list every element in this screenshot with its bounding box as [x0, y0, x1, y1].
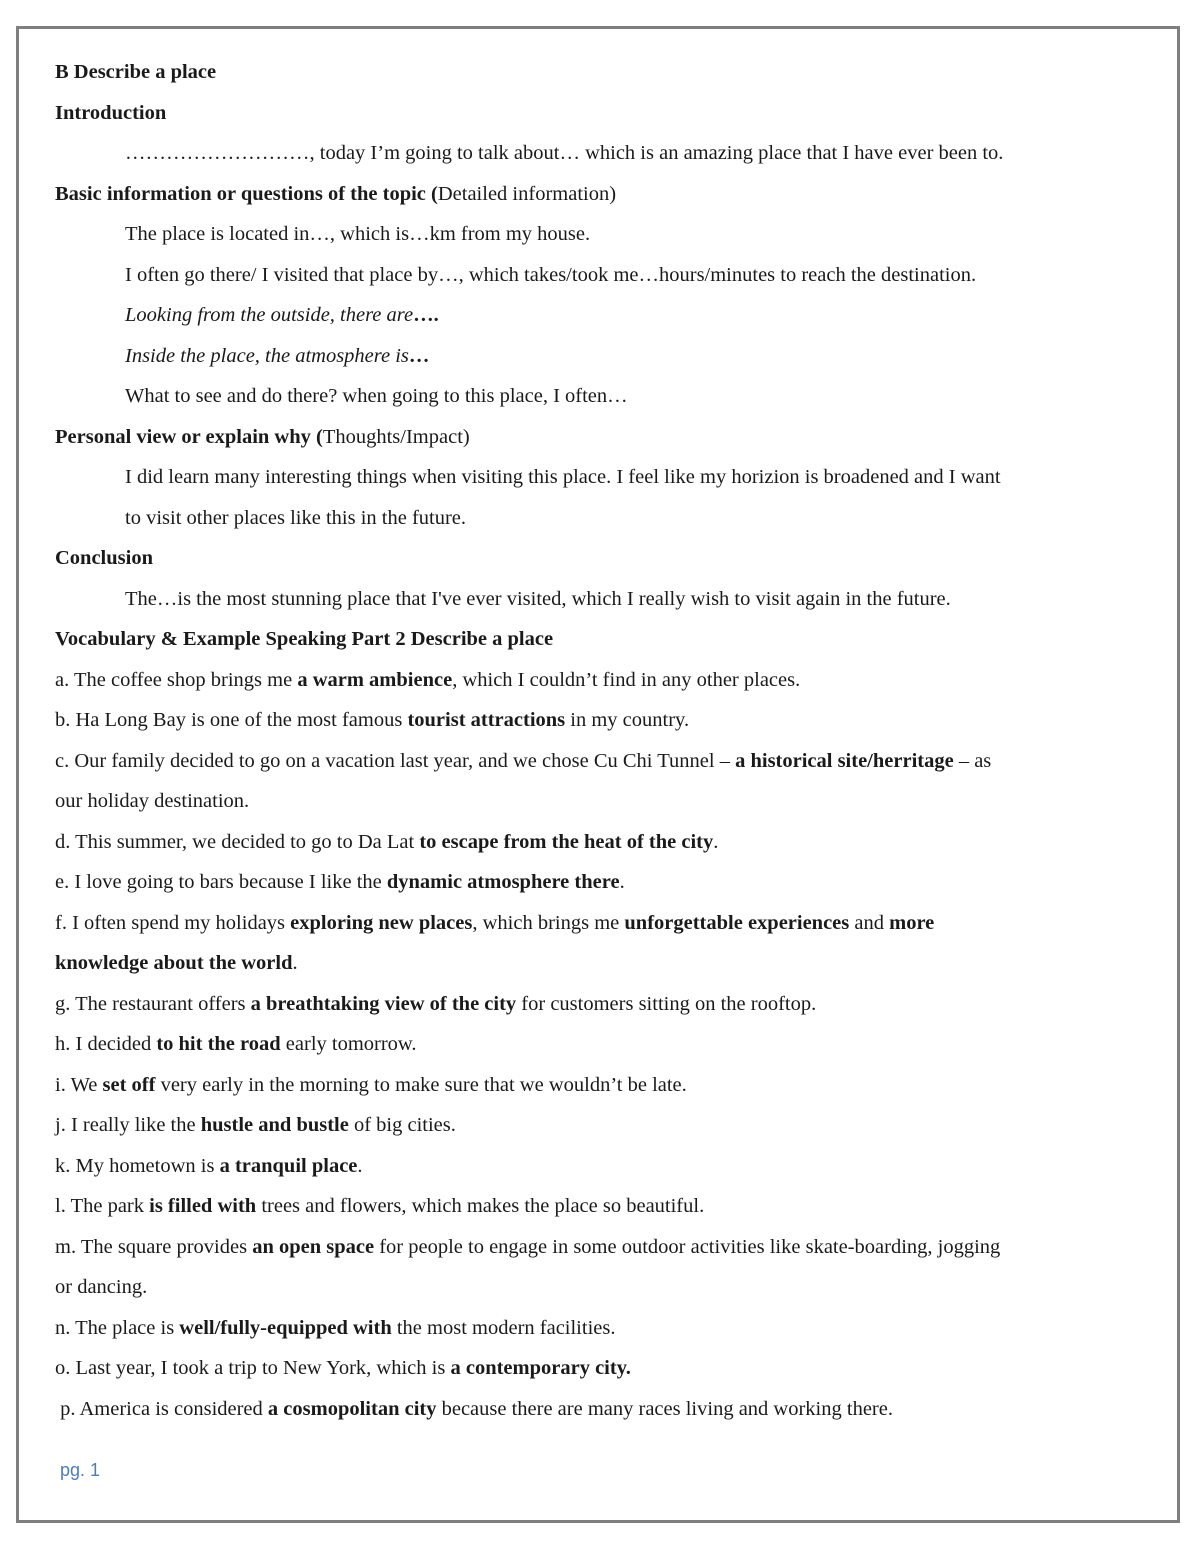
personal-heading-normal: Thoughts/Impact) — [322, 425, 470, 448]
vocab-o-text: o. Last year, I took a trip to New York, which is — [55, 1357, 451, 1379]
vocab-item-h — [55, 1024, 1150, 1065]
vocab-item-l — [55, 1186, 1150, 1227]
vocab-b-text: b. Ha Long Bay is one of the most famous — [55, 709, 408, 731]
vocab-f-text-mid-2: and — [849, 911, 890, 934]
vocab-item-k — [55, 1146, 1150, 1187]
vocab-item-n — [55, 1308, 1150, 1349]
basic-line-location: The place is located in…, which is…km from my house. — [125, 223, 591, 245]
vocab-p-text: p. America is considered — [55, 1397, 268, 1420]
vocab-j-text: j. I really like the — [55, 1114, 201, 1136]
vocab-item-i — [55, 1065, 1150, 1106]
vocab-k-term: a tranquil place — [219, 1154, 358, 1177]
vocab-g-text: g. The restaurant offers — [55, 992, 251, 1015]
italic-inside: Inside the place, the atmosphere is — [125, 344, 409, 367]
vocab-m-text-end: for people to engage in some outdoor activities like skate-boarding, jogging — [374, 1235, 1001, 1258]
vocab-g-text-end: for customers sitting on the rooftop. — [516, 992, 817, 1015]
basic-line-transport: I often go there/ I visited that place by…, which takes/took me…hours/minutes to reach the destination. — [125, 263, 977, 286]
vocab-a-term: a warm ambience — [297, 668, 453, 691]
basic-line-inside — [55, 336, 1150, 377]
vocab-n-text-end: the most modern facilities. — [391, 1316, 616, 1339]
page-number: pg. 1 — [60, 1460, 101, 1480]
vocab-o-term: a contemporary city. — [450, 1357, 631, 1379]
vocab-f-text: f. I often spend my holidays — [55, 911, 291, 934]
italic-outside-end: …. — [413, 304, 439, 326]
vocab-item-f — [55, 903, 1150, 944]
italic-outside: Looking from the outside, there are — [125, 304, 414, 326]
vocab-item-m — [55, 1227, 1150, 1268]
vocab-f-term-1: exploring new places — [290, 911, 473, 934]
vocab-d-text-end: . — [713, 830, 719, 853]
vocab-m-text: m. The square provides — [55, 1235, 253, 1258]
vocab-g-term: a breathtaking view of the city — [250, 992, 517, 1015]
basic-heading-normal: Detailed information) — [437, 182, 617, 205]
vocab-f-term-4: knowledge about the world — [55, 952, 293, 974]
vocab-e-text: e. I love going to bars because I like the — [55, 871, 387, 893]
personal-heading-bold: Personal view or explain why ( — [55, 425, 323, 448]
personal-line-1: I did learn many interesting things when visiting this place. I feel like my horizion is broadened and I want — [125, 466, 1001, 488]
personal-line-2: to visit other places like this in the future. — [125, 506, 467, 529]
vocab-j-text-end: of big cities. — [348, 1114, 456, 1136]
vocab-b-term: tourist attractions — [407, 709, 566, 731]
vocab-l-term: is filled with — [149, 1195, 257, 1217]
conclusion-line: The…is the most stunning place that I've ever visited, which I really wish to visit again in the future. — [125, 587, 951, 610]
vocab-c-text: c. Our family decided to go on a vacation last year, and we chose Cu Chi Tunnel – — [55, 749, 736, 772]
section-heading-vocabulary: Vocabulary & Example Speaking Part 2 Describe a place — [55, 628, 554, 650]
vocab-k-text: k. My hometown is — [55, 1154, 220, 1177]
vocab-d-text: d. This summer, we decided to go to Da Lat — [55, 830, 420, 853]
vocab-f-text-mid: , which brings me — [472, 911, 625, 934]
vocab-item-f-continued — [55, 943, 1150, 984]
vocab-f-term-3: more — [889, 911, 935, 934]
vocab-c-text-end: – as — [953, 749, 992, 772]
section-heading-conclusion: Conclusion — [55, 547, 153, 569]
vocab-l-text: l. The park — [55, 1195, 150, 1217]
vocab-item-e — [55, 862, 1150, 903]
vocab-item-j — [55, 1105, 1150, 1146]
vocab-item-g — [55, 984, 1150, 1025]
basic-line-outside — [55, 295, 1150, 336]
vocab-i-text-end: very early in the morning to make sure that we wouldn’t be late. — [155, 1073, 687, 1096]
basic-heading-bold: Basic information or questions of the topic ( — [55, 182, 438, 205]
vocab-e-text-end: . — [619, 871, 625, 893]
vocab-i-term: set off — [102, 1073, 156, 1096]
vocab-item-p — [55, 1389, 1150, 1430]
vocab-b-text-end: in my country. — [565, 709, 690, 731]
vocab-i-text: i. We — [55, 1073, 103, 1096]
basic-line-activities: What to see and do there? when going to this place, I often… — [125, 385, 628, 407]
italic-inside-end: … — [408, 344, 430, 367]
vocab-item-d — [55, 822, 1150, 863]
section-heading-introduction: Introduction — [55, 101, 167, 124]
vocab-f-term-2: unforgettable experiences — [624, 911, 850, 934]
vocab-item-m-continued: or dancing. — [55, 1276, 148, 1298]
vocab-f-text-end: . — [292, 952, 298, 974]
vocab-p-term: a cosmopolitan city — [267, 1397, 437, 1420]
document-body — [55, 52, 1150, 1429]
vocab-a-text-end: , which I couldn’t find in any other places. — [452, 668, 801, 691]
vocab-n-term: well/fully-equipped with — [179, 1316, 392, 1339]
section-heading-personal-view — [55, 417, 1150, 458]
vocab-m-term: an open space — [252, 1235, 375, 1258]
vocab-item-c-continued: our holiday destination. — [55, 790, 250, 812]
vocab-a-text: a. The coffee shop brings me — [55, 668, 298, 691]
vocab-n-text: n. The place is — [55, 1316, 180, 1339]
intro-line: ………………………, today I’m going to talk about… which is an amazing place that I have ever been to. — [125, 142, 1004, 164]
vocab-p-text-end: because there are many races living and working there. — [436, 1397, 893, 1420]
vocab-d-term: to escape from the heat of the city — [419, 830, 714, 853]
vocab-item-o — [55, 1348, 1150, 1389]
document-title: B Describe a place — [55, 61, 217, 83]
vocab-h-text: h. I decided — [55, 1033, 157, 1055]
vocab-k-text-end: . — [357, 1154, 363, 1177]
section-heading-basic-information — [55, 174, 1150, 215]
vocab-item-a — [55, 660, 1150, 701]
vocab-c-term: a historical site/herritage — [735, 749, 954, 772]
vocab-l-text-end: trees and flowers, which makes the place so beautiful. — [256, 1195, 705, 1217]
vocab-item-b — [55, 700, 1150, 741]
vocab-item-c — [55, 741, 1150, 782]
vocab-j-term: hustle and bustle — [200, 1114, 349, 1136]
vocab-h-text-end: early tomorrow. — [280, 1033, 417, 1055]
vocab-e-term: dynamic atmosphere there — [386, 871, 620, 893]
vocab-h-term: to hit the road — [156, 1033, 281, 1055]
